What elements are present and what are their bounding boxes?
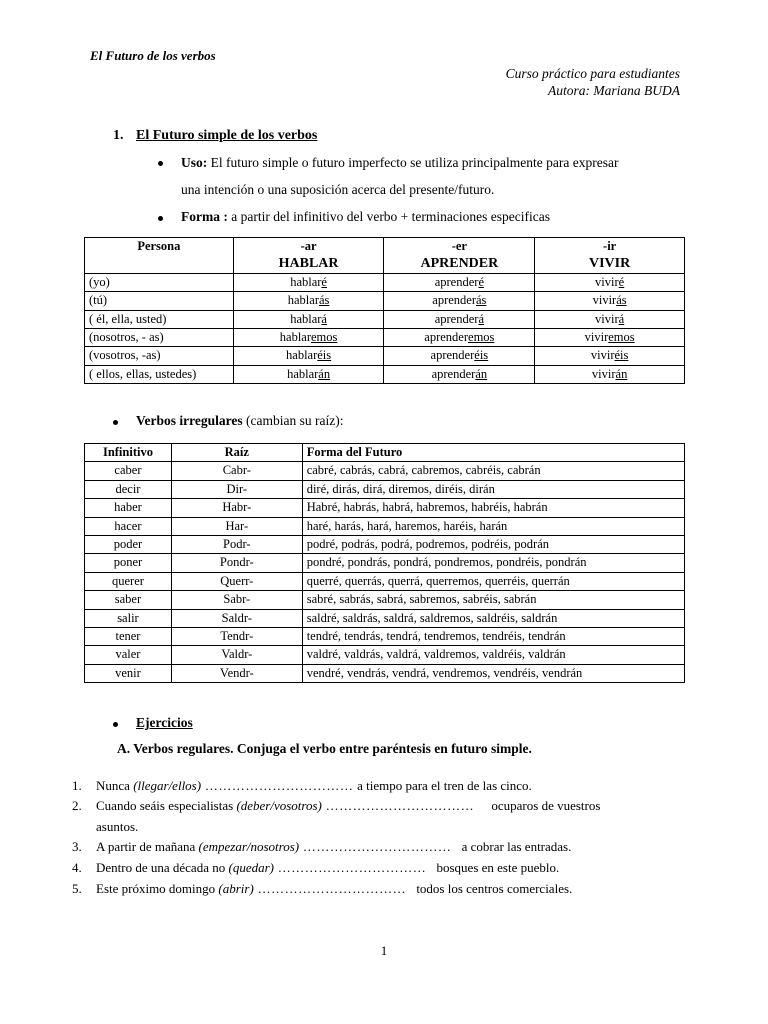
raiz-cell: Dir- xyxy=(171,480,302,498)
inf-cell: caber xyxy=(85,462,172,480)
exercise-item xyxy=(96,881,676,897)
exercise-pre: Este próximo domingo xyxy=(96,881,219,896)
irregular-row xyxy=(85,628,685,646)
verb-ending: é xyxy=(321,274,327,289)
verb-ending: á xyxy=(478,311,484,326)
verb-stem: vivir xyxy=(591,366,616,381)
forma-cell: pondré, pondrás, pondrá, pondremos, pondréis, pondrán xyxy=(302,554,684,572)
exercise-number: 1. xyxy=(72,778,82,793)
bullet-icon xyxy=(113,722,118,727)
conjugation-row xyxy=(85,292,685,310)
verb-stem: aprender xyxy=(434,311,479,326)
conjugation-row xyxy=(85,310,685,328)
exercise-item xyxy=(96,798,676,814)
exercise-item xyxy=(96,778,676,794)
verb-ending: á xyxy=(618,311,625,326)
forma-cell: valdré, valdrás, valdrá, valdremos, valdréis, valdrán xyxy=(302,646,684,664)
header-er: -er APRENDER xyxy=(384,238,535,274)
answer-blank[interactable]: …………………………… xyxy=(321,798,482,813)
irregular-row xyxy=(85,536,685,554)
inf-cell: salir xyxy=(85,609,172,627)
exercise-verb: (abrir) xyxy=(218,881,254,896)
uso-text-2: una intención o una suposición acerca del presente/futuro. xyxy=(181,182,495,197)
verb-ending: éis xyxy=(614,348,629,363)
header-infinitivo: Infinitivo xyxy=(85,444,172,462)
verb-stem: hablar xyxy=(287,366,319,381)
ar-form-cell xyxy=(233,292,384,310)
verb-stem: hablar xyxy=(290,311,322,326)
verb-ending: ás xyxy=(476,293,487,308)
verb-stem: hablar xyxy=(279,330,311,345)
conjugation-row xyxy=(85,365,685,383)
raiz-cell: Vendr- xyxy=(171,664,302,682)
uso-label: Uso: xyxy=(181,155,208,170)
raiz-cell: Cabr- xyxy=(171,462,302,480)
header-persona: Persona xyxy=(85,238,234,274)
forma-cell: tendré, tendrás, tendrá, tendremos, tendréis, tendrán xyxy=(302,628,684,646)
irregular-row xyxy=(85,646,685,664)
exercise-post: todos los centros comerciales. xyxy=(409,881,573,896)
ar-form-cell xyxy=(233,365,384,383)
er-form-cell xyxy=(384,292,535,310)
irregular-row xyxy=(85,591,685,609)
verb-ending: emos xyxy=(608,330,635,345)
verb-ending: án xyxy=(318,366,331,381)
verb-ending: emos xyxy=(311,330,338,345)
exercises-subtitle: A. Verbos regulares. Conjuga el verbo entre paréntesis en futuro simple. xyxy=(117,741,532,756)
ar-form-cell xyxy=(233,273,384,291)
section-title: El Futuro simple de los verbos xyxy=(136,128,318,143)
answer-blank[interactable]: …………………………… xyxy=(201,778,358,793)
header-forma: Forma del Futuro xyxy=(302,444,684,462)
ir-form-cell xyxy=(535,329,685,347)
raiz-cell: Tendr- xyxy=(171,628,302,646)
uso-text-1: El futuro simple o futuro imperfecto se utiliza principalmente para expresar xyxy=(207,155,619,170)
inf-cell: querer xyxy=(85,572,172,590)
verb-stem: vivir xyxy=(595,274,619,289)
persona-cell: (nosotros, - as) xyxy=(85,329,234,347)
irregular-row xyxy=(85,499,685,517)
inf-cell: saber xyxy=(85,591,172,609)
forma-cell: sabré, sabrás, sabrá, sabremos, sabréis, sabrán xyxy=(302,591,684,609)
verb-stem: aprender xyxy=(424,330,469,345)
forma-label: Forma : xyxy=(181,209,228,224)
forma-cell: cabré, cabrás, cabrá, cabremos, cabréis, cabrán xyxy=(302,462,684,480)
ir-form-cell xyxy=(535,310,685,328)
inf-cell: venir xyxy=(85,664,172,682)
inf-cell: hacer xyxy=(85,517,172,535)
verb-ending: á xyxy=(321,311,327,326)
header-ar: -ar HABLAR xyxy=(233,238,384,274)
exercise-post: a cobrar las entradas. xyxy=(455,839,572,854)
exercise-post: a tiempo para el tren de las cinco. xyxy=(357,778,532,793)
uso-line-1 xyxy=(181,155,618,171)
verb-stem: vivir xyxy=(592,293,617,308)
irregular-row xyxy=(85,462,685,480)
forma-cell: podré, podrás, podrá, podremos, podréis, podrán xyxy=(302,536,684,554)
irregular-row xyxy=(85,517,685,535)
forma-cell: diré, dirás, dirá, diremos, diréis, dirán xyxy=(302,480,684,498)
raiz-cell: Querr- xyxy=(171,572,302,590)
raiz-cell: Podr- xyxy=(171,536,302,554)
forma-text: a partir del infinitivo del verbo + terminaciones especificas xyxy=(227,209,550,224)
verb-stem: hablar xyxy=(290,274,322,289)
persona-cell: (tú) xyxy=(85,292,234,310)
exercise-item xyxy=(96,860,676,876)
bullet-icon xyxy=(158,216,163,221)
er-form-cell xyxy=(384,273,535,291)
forma-cell: Habré, habrás, habrá, habremos, habréis, habrán xyxy=(302,499,684,517)
persona-cell: ( él, ella, usted) xyxy=(85,310,234,328)
answer-blank[interactable]: …………………………… xyxy=(253,881,410,896)
ar-form-cell xyxy=(233,329,384,347)
ir-form-cell xyxy=(535,365,685,383)
exercise-number: 2. xyxy=(72,798,82,813)
irregular-row xyxy=(85,609,685,627)
exercise-post: ocuparos de vuestros xyxy=(481,798,601,813)
conjugation-row xyxy=(85,329,685,347)
persona-cell: ( ellos, ellas, ustedes) xyxy=(85,365,234,383)
ar-form-cell xyxy=(233,310,384,328)
exercise-pre: A partir de mañana xyxy=(96,839,199,854)
raiz-cell: Har- xyxy=(171,517,302,535)
persona-cell: (yo) xyxy=(85,273,234,291)
irregular-label: Verbos irregulares xyxy=(136,413,243,428)
verb-ending: án xyxy=(475,366,488,381)
author-name: Autora: Mariana BUDA xyxy=(548,83,680,98)
raiz-cell: Pondr- xyxy=(171,554,302,572)
conjugation-row xyxy=(85,273,685,291)
conjugation-table xyxy=(84,237,685,384)
er-form-cell xyxy=(384,365,535,383)
verb-stem: vivir xyxy=(584,330,609,345)
irregular-row xyxy=(85,664,685,682)
verb-stem: vivir xyxy=(595,311,619,326)
irregular-row xyxy=(85,480,685,498)
verb-ending: emos xyxy=(468,330,495,345)
inf-cell: valer xyxy=(85,646,172,664)
exercise-item xyxy=(96,839,676,855)
header-ir: -ir VIVIR xyxy=(535,238,685,274)
section-number: 1. xyxy=(113,128,124,143)
exercise-pre: Dentro de una década no xyxy=(96,860,229,875)
exercise-verb: (llegar/ellos) xyxy=(133,778,202,793)
verb-stem: hablar xyxy=(287,293,319,308)
inf-cell: tener xyxy=(85,628,172,646)
exercise-number: 5. xyxy=(72,881,82,896)
irregular-verbs-table xyxy=(84,443,685,683)
forma-cell: querré, querrás, querrá, querremos, querréis, querrán xyxy=(302,572,684,590)
exercise-verb: (empezar/nosotros) xyxy=(198,839,300,854)
inf-cell: haber xyxy=(85,499,172,517)
conjugation-header-row xyxy=(85,238,685,274)
verb-ending: ás xyxy=(616,293,627,308)
verb-ending: án xyxy=(615,366,628,381)
verb-stem: vivir xyxy=(590,348,615,363)
irregular-row xyxy=(85,554,685,572)
inf-cell: poder xyxy=(85,536,172,554)
ir-form-cell xyxy=(535,273,685,291)
answer-blank[interactable]: …………………………… xyxy=(273,860,430,875)
exercise-pre: Nunca xyxy=(96,778,134,793)
exercises-label: Ejercicios xyxy=(136,715,193,730)
er-form-cell xyxy=(384,329,535,347)
inf-cell: poner xyxy=(85,554,172,572)
raiz-cell: Valdr- xyxy=(171,646,302,664)
persona-cell: (vosotros, -as) xyxy=(85,347,234,365)
bullet-icon xyxy=(158,161,163,166)
forma-cell: vendré, vendrás, vendrá, vendremos, vendréis, vendrán xyxy=(302,664,684,682)
ir-form-cell xyxy=(535,292,685,310)
ar-form-cell xyxy=(233,347,384,365)
raiz-cell: Habr- xyxy=(171,499,302,517)
verb-ending: é xyxy=(618,274,625,289)
raiz-cell: Sabr- xyxy=(171,591,302,609)
irregular-heading xyxy=(136,413,343,429)
forma-cell: haré, harás, hará, haremos, haréis, harán xyxy=(302,517,684,535)
verb-ending: éis xyxy=(317,348,332,363)
forma-cell: saldré, saldrás, saldrá, saldremos, saldréis, saldrán xyxy=(302,609,684,627)
verb-stem: aprender xyxy=(431,366,476,381)
exercise-verb: (quedar) xyxy=(228,860,274,875)
forma-line xyxy=(181,209,550,225)
exercise-verb: (deber/vosotros) xyxy=(236,798,322,813)
irregular-note: (cambian su raíz): xyxy=(242,413,344,428)
inf-cell: decir xyxy=(85,480,172,498)
raiz-cell: Saldr- xyxy=(171,609,302,627)
verb-ending: ás xyxy=(318,293,330,308)
er-form-cell xyxy=(384,310,535,328)
verb-stem: aprender xyxy=(430,348,475,363)
course-name: Curso práctico para estudiantes xyxy=(505,66,680,81)
exercise-continuation: asuntos. xyxy=(96,819,139,834)
verb-ending: é xyxy=(478,274,484,289)
header-raiz: Raíz xyxy=(171,444,302,462)
exercise-pre: Cuando seáis especialistas xyxy=(96,798,237,813)
bullet-icon xyxy=(113,420,118,425)
verb-stem: aprender xyxy=(432,293,476,308)
page-number: 1 xyxy=(380,943,388,958)
verb-ending: éis xyxy=(474,348,489,363)
ir-form-cell xyxy=(535,347,685,365)
answer-blank[interactable]: …………………………… xyxy=(299,839,456,854)
document-title: El Futuro de los verbos xyxy=(90,48,216,63)
er-form-cell xyxy=(384,347,535,365)
irregular-header-row xyxy=(85,444,685,462)
exercise-post: bosques en este pueblo. xyxy=(429,860,560,875)
verb-stem: aprender xyxy=(434,274,479,289)
conjugation-row xyxy=(85,347,685,365)
exercise-number: 4. xyxy=(72,860,82,875)
irregular-row xyxy=(85,572,685,590)
verb-stem: hablar xyxy=(286,348,318,363)
exercise-number: 3. xyxy=(72,839,82,854)
